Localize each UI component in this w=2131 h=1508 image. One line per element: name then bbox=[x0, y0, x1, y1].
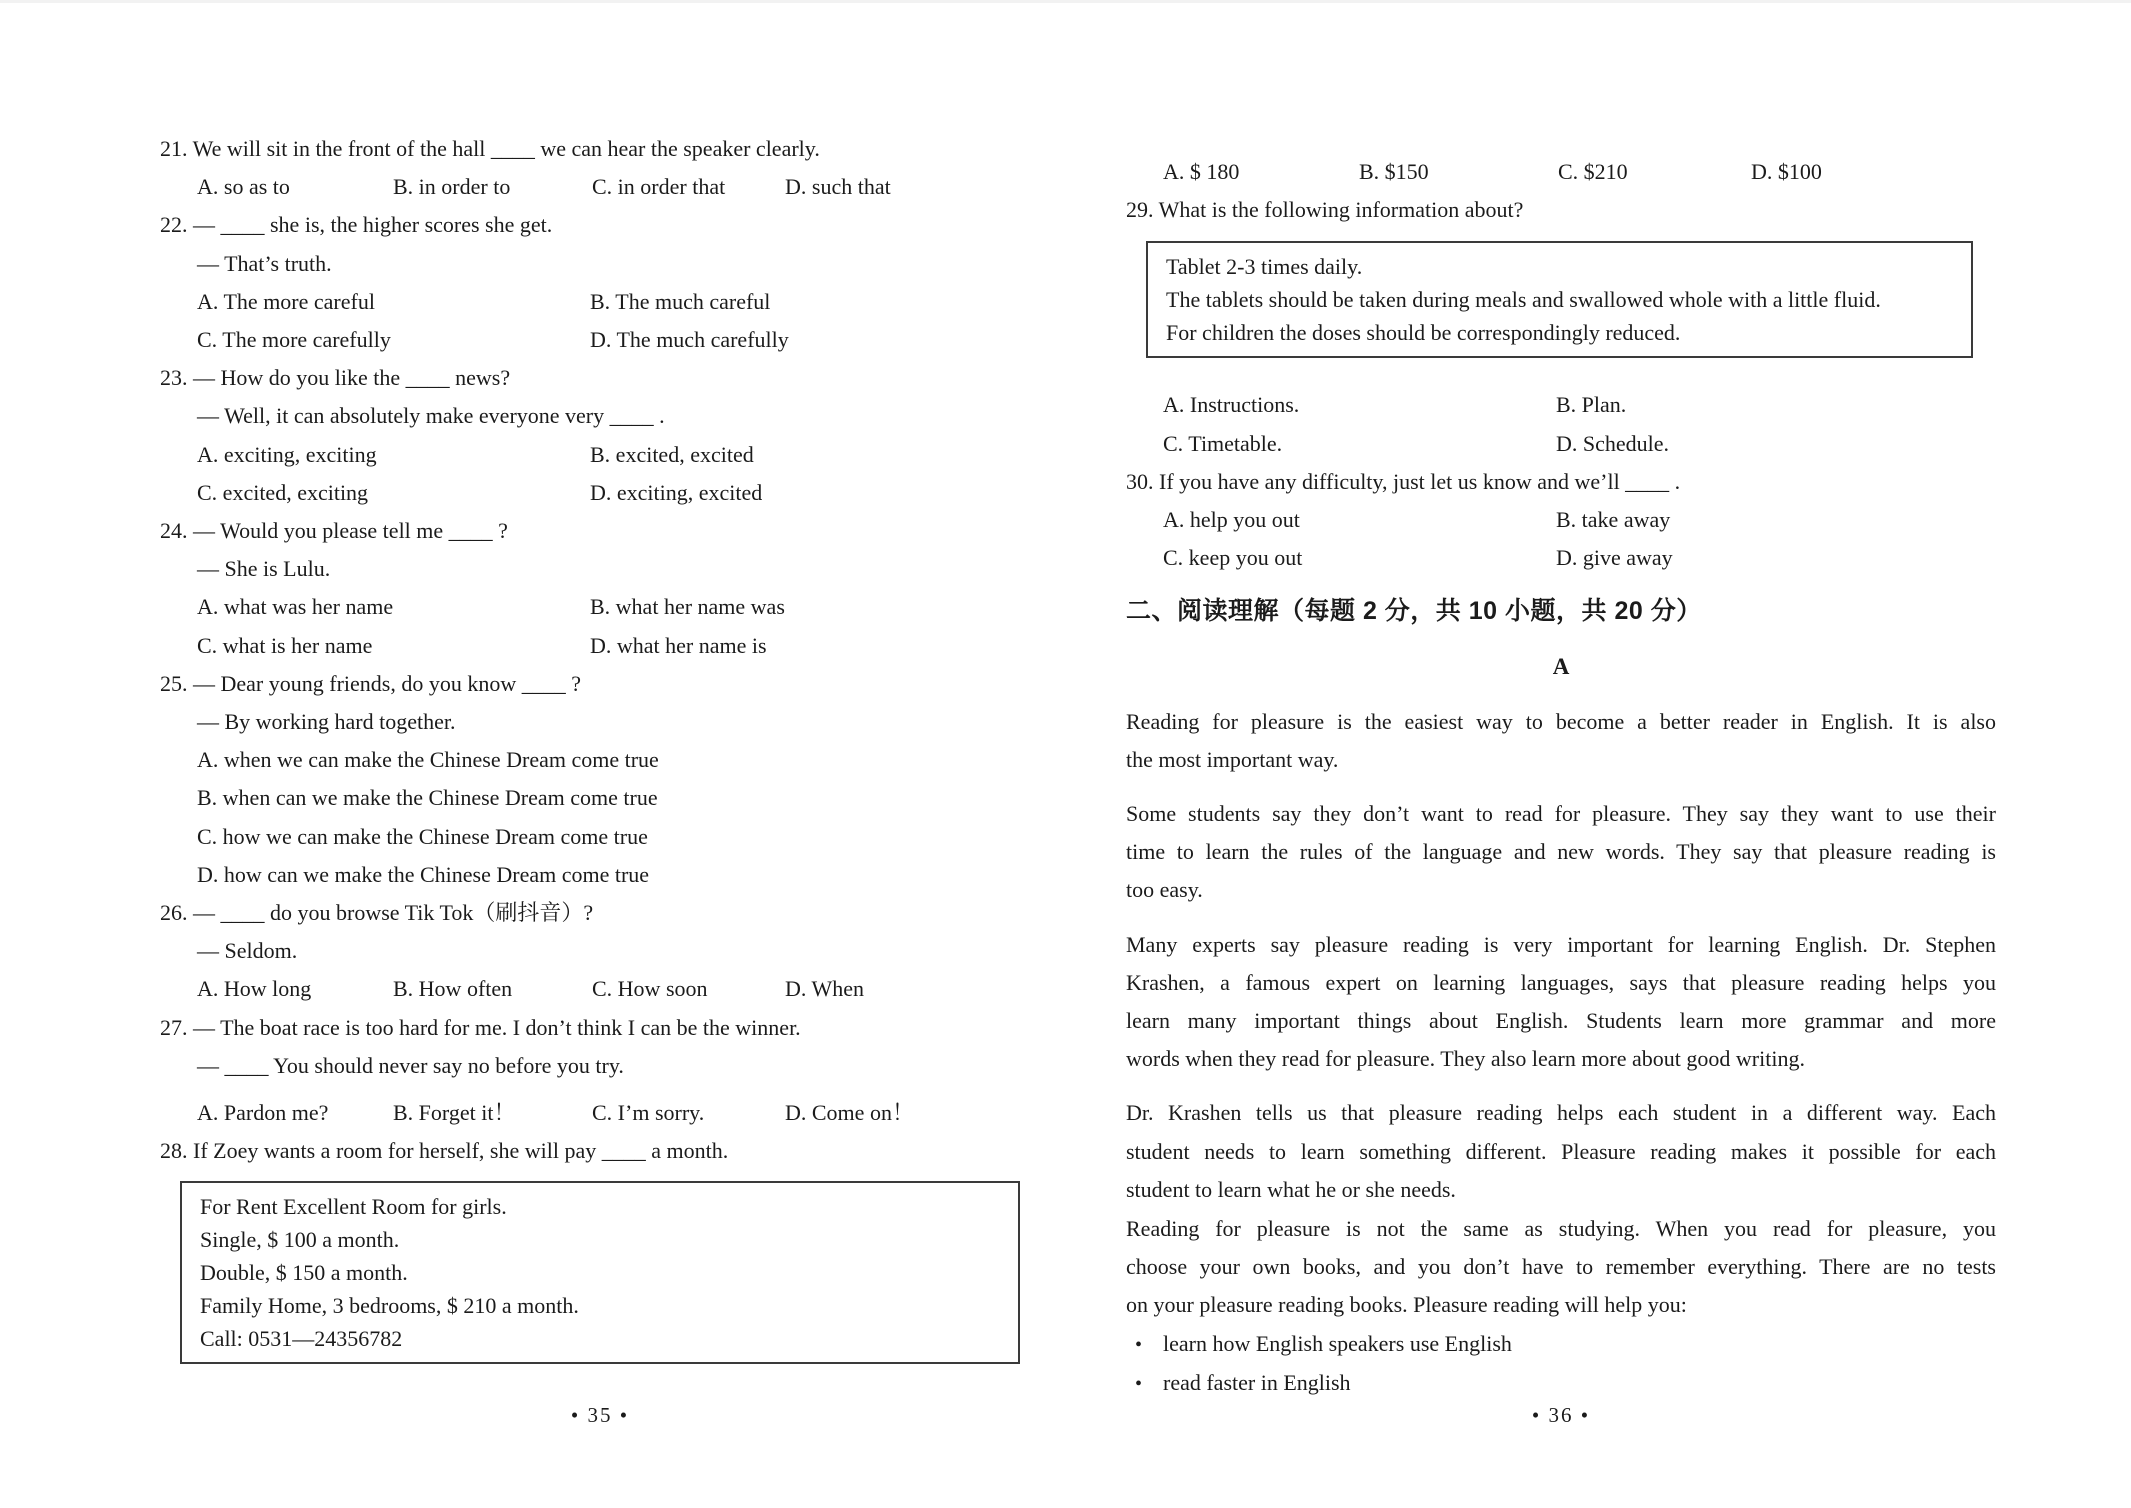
question-line: 25. — Dear young friends, do you know ____ ? bbox=[160, 670, 581, 696]
option: D. The much carefully bbox=[590, 327, 789, 353]
option: C. I’m sorry. bbox=[592, 1100, 705, 1126]
bullet-item bbox=[1126, 1325, 1996, 1364]
page-number-right: • 36 • bbox=[1531, 1403, 1591, 1427]
question-line: 24. — Would you please tell me ____ ? bbox=[160, 518, 508, 544]
passage-paragraph bbox=[1126, 1210, 1996, 1325]
question-line: 21. We will sit in the front of the hall ____ we can hear the speaker clearly. bbox=[160, 136, 820, 161]
option: B. what her name was bbox=[590, 594, 785, 620]
paragraph-line: student to learn what he or she needs. bbox=[1126, 1176, 1456, 1202]
option: C. what is her name bbox=[197, 632, 373, 658]
page-36-column bbox=[1126, 153, 1996, 1403]
question-line: 29. What is the following information about? bbox=[1126, 197, 1524, 223]
paragraph-line: choose your own books, and you don’t have to remember everything. There are no tests bbox=[1126, 1254, 1996, 1280]
option: A. exciting, exciting bbox=[197, 441, 377, 467]
info-box bbox=[1146, 241, 1973, 358]
option: B. $150 bbox=[1359, 159, 1429, 184]
bullet-item bbox=[1126, 1364, 1996, 1403]
dialog-line: — Well, it can absolutely make everyone very ____ . bbox=[197, 403, 665, 429]
option: D. Schedule. bbox=[1556, 430, 1670, 456]
option: B. How often bbox=[393, 976, 513, 1002]
passage-label: A bbox=[1552, 654, 1570, 680]
option: A. $ 180 bbox=[1163, 159, 1240, 184]
passage-paragraph bbox=[1126, 926, 1996, 1079]
options-row bbox=[160, 1094, 1040, 1132]
options-row bbox=[1126, 153, 1996, 191]
options-row bbox=[160, 168, 1040, 206]
options-row bbox=[1126, 501, 1996, 539]
options-row bbox=[1126, 386, 1996, 424]
option: D. $100 bbox=[1751, 159, 1822, 184]
option: C. How soon bbox=[592, 976, 708, 1002]
option: D. give away bbox=[1556, 545, 1673, 571]
option: A. so as to bbox=[197, 174, 290, 200]
options-row bbox=[1126, 539, 1996, 577]
box-line: The tablets should be taken during meals and swallowed whole with a little fluid. bbox=[1166, 287, 1881, 313]
info-box bbox=[180, 1181, 1020, 1364]
option: A. The more careful bbox=[197, 288, 375, 314]
section-heading: 二、阅读理解（每题 2 分，共 10 小题，共 20 分） bbox=[1126, 597, 1702, 626]
paragraph-line: student needs to learn something different. Pleasure reading makes it possible for each bbox=[1126, 1138, 1996, 1164]
option: B. take away bbox=[1556, 507, 1671, 533]
passage-paragraph bbox=[1126, 1094, 1996, 1209]
option-line: C. how we can make the Chinese Dream come true bbox=[197, 823, 648, 849]
dialog-line: — She is Lulu. bbox=[197, 556, 331, 582]
paragraph-line: learn many important things about English. Students learn more grammar and more bbox=[1126, 1008, 1996, 1034]
paragraph-line: Krashen, a famous expert on learning languages, says that pleasure reading helps you bbox=[1126, 969, 1996, 995]
passage-paragraph bbox=[1126, 795, 1996, 910]
paragraph-line: Reading for pleasure is not the same as studying. When you read for pleasure, you bbox=[1126, 1216, 1996, 1242]
passage-paragraph bbox=[1126, 703, 1996, 779]
question-line: 22. — ____ she is, the higher scores she get. bbox=[160, 212, 553, 238]
option: D. such that bbox=[785, 174, 891, 200]
option-line: D. how can we make the Chinese Dream come true bbox=[197, 861, 650, 887]
bullet-text: read faster in English bbox=[1163, 1369, 1351, 1395]
box-line: Family Home, 3 bedrooms, $ 210 a month. bbox=[200, 1293, 579, 1319]
box-line: Call: 0531—24356782 bbox=[200, 1326, 403, 1352]
option: C. The more carefully bbox=[197, 327, 391, 353]
question-line: 23. — How do you like the ____ news? bbox=[160, 365, 511, 391]
dialog-line: — ____ You should never say no before you try. bbox=[197, 1052, 624, 1078]
dialog-line: — By working hard together. bbox=[197, 709, 456, 735]
box-line: Single, $ 100 a month. bbox=[200, 1227, 400, 1253]
option: B. in order to bbox=[393, 174, 511, 200]
option: C. keep you out bbox=[1163, 545, 1303, 571]
paragraph-line: time to learn the rules of the language and new words. They say that pleasure reading is bbox=[1126, 839, 1996, 865]
option: D. When bbox=[785, 976, 865, 1002]
option: A. what was her name bbox=[197, 594, 394, 620]
option: A. Instructions. bbox=[1163, 392, 1300, 418]
paragraph-line: Many experts say pleasure reading is very important for learning English. Dr. Stephen bbox=[1126, 931, 1996, 957]
paragraph-line: the most important way. bbox=[1126, 746, 1339, 772]
paragraph-line: Reading for pleasure is the easiest way to become a better reader in English. It is also bbox=[1126, 708, 1996, 734]
bullet-text: learn how English speakers use English bbox=[1163, 1330, 1512, 1356]
option: A. help you out bbox=[1163, 507, 1300, 533]
option: D. Come on！ bbox=[785, 1100, 914, 1126]
page-35-column bbox=[160, 130, 1040, 1392]
options-row bbox=[160, 970, 1040, 1008]
top-border-line bbox=[0, 0, 2131, 3]
option: C. in order that bbox=[592, 174, 726, 200]
paragraph-line: on your pleasure reading books. Pleasure reading will help you: bbox=[1126, 1292, 1687, 1318]
option: A. How long bbox=[197, 976, 312, 1002]
paragraph-line: too easy. bbox=[1126, 877, 1203, 903]
option: B. Plan. bbox=[1556, 392, 1627, 418]
paragraph-line: Dr. Krashen tells us that pleasure reading helps each student in a different way. Each bbox=[1126, 1100, 1996, 1126]
question-line: 27. — The boat race is too hard for me. I don’t think I can be the winner. bbox=[160, 1014, 801, 1040]
option: A. Pardon me? bbox=[197, 1100, 329, 1126]
option: B. Forget it！ bbox=[393, 1100, 516, 1126]
option: B. excited, excited bbox=[590, 441, 754, 467]
option: B. The much careful bbox=[590, 288, 771, 314]
box-line: For children the doses should be correspondingly reduced. bbox=[1166, 320, 1681, 346]
option: D. exciting, excited bbox=[590, 479, 763, 505]
question-line: 30. If you have any difficulty, just let us know and we’ll ____ . bbox=[1126, 468, 1681, 494]
option: C. Timetable. bbox=[1163, 430, 1283, 456]
options-row bbox=[160, 588, 1040, 626]
box-line: Double, $ 150 a month. bbox=[200, 1260, 408, 1286]
box-line: For Rent Excellent Room for girls. bbox=[200, 1194, 507, 1220]
dialog-line: — Seldom. bbox=[197, 938, 298, 964]
question-line: 28. If Zoey wants a room for herself, she will pay ____ a month. bbox=[160, 1138, 729, 1164]
option: D. what her name is bbox=[590, 632, 767, 658]
options-row bbox=[1126, 425, 1996, 463]
option-line: B. when can we make the Chinese Dream come true bbox=[197, 785, 658, 811]
paragraph-line: Some students say they don’t want to read for pleasure. They say they want to use their bbox=[1126, 801, 1996, 827]
options-row bbox=[160, 283, 1040, 321]
option: C. $210 bbox=[1558, 159, 1628, 184]
box-line: Tablet 2-3 times daily. bbox=[1166, 254, 1363, 280]
question-line: 26. — ____ do you browse Tik Tok（刷抖音）? bbox=[160, 900, 594, 926]
option: C. excited, exciting bbox=[197, 479, 369, 505]
options-row bbox=[160, 474, 1040, 512]
option-line: A. when we can make the Chinese Dream come true bbox=[197, 747, 659, 773]
options-row bbox=[160, 436, 1040, 474]
options-row bbox=[160, 321, 1040, 359]
page-number-left: • 35 • bbox=[570, 1403, 630, 1427]
dialog-line: — That’s truth. bbox=[197, 250, 332, 276]
paragraph-line: words when they read for pleasure. They also learn more about good writing. bbox=[1126, 1046, 1805, 1072]
options-row bbox=[160, 627, 1040, 665]
